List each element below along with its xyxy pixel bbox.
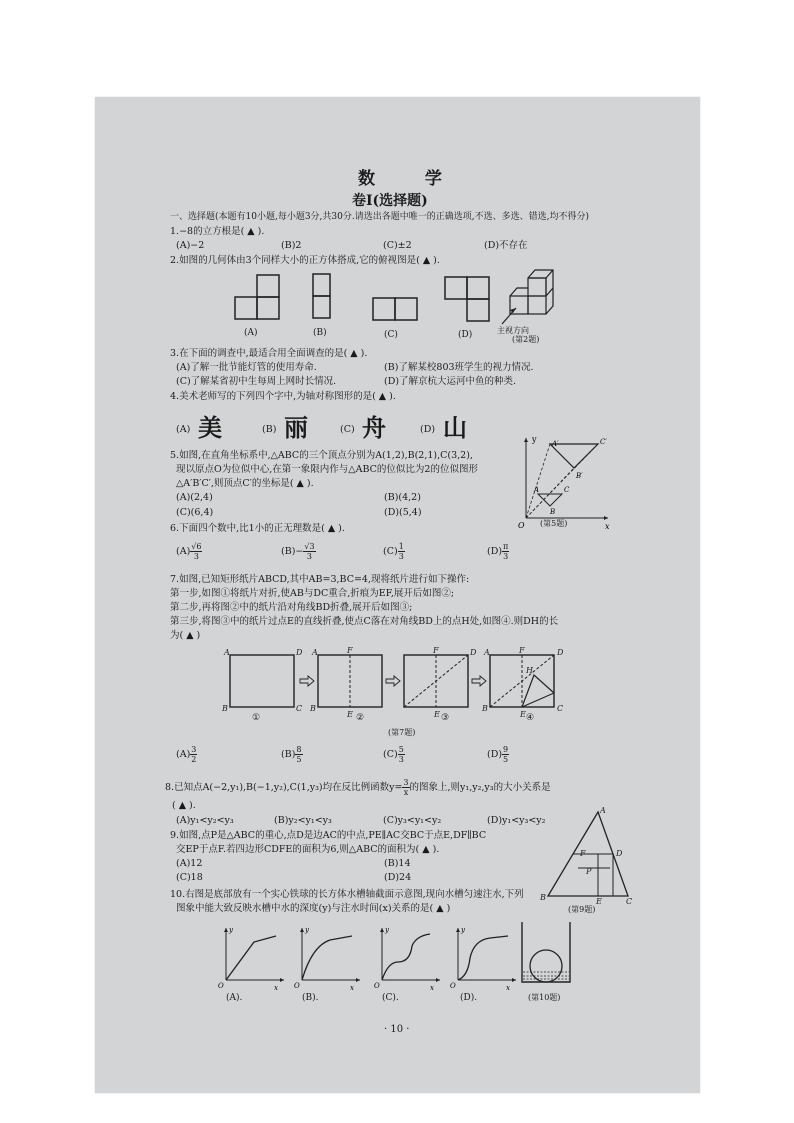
- q4-char-a: 美: [198, 414, 222, 442]
- q6-stem: 6.下面四个数中,比1小的正无理数是( ▲ ).: [170, 523, 345, 534]
- svg-text:E: E: [434, 710, 440, 719]
- page-number: · 10 ·: [384, 1024, 410, 1035]
- q9-line2: 交EP于点F.若四边形CDFE的面积为6,则△ABC的面积为( ▲ ).: [176, 844, 440, 855]
- q3-option-a: (A)了解一批节能灯管的使用寿命.: [176, 362, 317, 373]
- q7-line3: 第二步,再将图②中的纸片沿对角线BD折叠,展开后如图③;: [170, 602, 413, 613]
- svg-text:C: C: [557, 704, 564, 713]
- section-subtitle: 卷Ⅰ(选择题): [352, 193, 428, 209]
- svg-text:x: x: [506, 984, 510, 992]
- svg-text:D: D: [470, 648, 477, 657]
- q9-option-d: (D)24: [384, 872, 412, 883]
- svg-text:B: B: [482, 704, 488, 713]
- q10-graph-c: [370, 924, 442, 994]
- q1-option-d: (D)不存在: [484, 240, 528, 251]
- q5-option-a: (A)(2,4): [176, 492, 213, 503]
- svg-text:y: y: [305, 926, 309, 934]
- q8-stem: 8.已知点A(−2,y₁),B(−1,y₂),C(1,y₃)均在反比例函数y= $\frac{3}{x}$ 的图象上,则y₁,y₂,y₃的大小关系是: [165, 778, 551, 797]
- q7-line1: 7.如图,已知矩形纸片ABCD,其中AB=3,BC=4,现将纸片进行如下操作:: [170, 574, 470, 585]
- q2-label-d: (D): [458, 330, 473, 340]
- q5-caption: (第5题): [540, 519, 568, 528]
- q2-view-direction: 主视方向: [497, 326, 529, 335]
- q7-line4: 第三步,将图③中的纸片过点E的直线折叠,使点C落在对角线BD上的点H处,如图④.则DH的长: [170, 616, 559, 627]
- q7-option-c: (C) $\frac{5}{3}$: [383, 745, 404, 764]
- q10-caption: (第10题): [528, 993, 561, 1002]
- q2-label-a: (A): [244, 328, 258, 338]
- svg-text:A: A: [600, 806, 606, 815]
- q4-char-c: 舟: [362, 414, 386, 442]
- q4-stem: 4.美术老师写的下列四个字中,为轴对称图形的是( ▲ ).: [170, 391, 396, 402]
- q5-label-b1: B′: [576, 472, 583, 480]
- q2-label-c: (C): [384, 330, 398, 340]
- svg-text:O: O: [450, 982, 456, 990]
- q7-line2: 第一步,如图①将纸片对折,使AB与DC重合,折痕为EF,展开后如图②;: [170, 588, 455, 599]
- q5-option-d: (D)(5,4): [384, 507, 422, 518]
- q5-label-a: A: [534, 486, 540, 494]
- svg-text:O: O: [374, 982, 380, 990]
- svg-text:C: C: [296, 704, 303, 713]
- q5-label-c: C: [564, 486, 570, 494]
- q4-option-a: (A): [176, 424, 191, 435]
- svg-text:D: D: [616, 849, 623, 858]
- svg-text:E: E: [347, 710, 353, 719]
- svg-text:B: B: [310, 704, 316, 713]
- q6-option-b: (B)− $\frac{√3}{3}$: [281, 542, 315, 561]
- q10-graph-b: [290, 924, 362, 994]
- q7-option-b: (B) $\frac{8}{5}$: [281, 745, 302, 764]
- q10-graph-d: [446, 924, 518, 994]
- q2-label-b: (B): [313, 328, 327, 338]
- svg-text:y: y: [461, 926, 465, 934]
- q8-line2: ( ▲ ).: [172, 800, 196, 811]
- q10-line1: 10.右图是底部放有一个实心铁球的长方体水槽轴截面示意图,现向水槽匀速注水,下列: [170, 889, 524, 900]
- q8-option-b: (B)y₂<y₁<y₃: [274, 815, 332, 826]
- svg-text:F: F: [580, 849, 586, 858]
- svg-text:P: P: [586, 867, 592, 876]
- q7-caption: (第7题): [388, 728, 416, 737]
- svg-text:y: y: [229, 926, 233, 934]
- q10-option-c: (C).: [382, 993, 399, 1003]
- svg-text:x: x: [350, 984, 354, 992]
- svg-text:A: A: [312, 648, 318, 657]
- q2-figure-c: [372, 297, 420, 322]
- q8-option-d: (D)y₁<y₃<y₂: [487, 815, 546, 826]
- svg-text:E: E: [520, 710, 526, 719]
- q2-caption: (第2题): [512, 335, 540, 344]
- q9-option-b: (B)14: [384, 858, 411, 869]
- q2-figure-d: [444, 276, 492, 324]
- q10-option-d: (D).: [460, 993, 478, 1003]
- q5-line3: △A′B′C′,则顶点C′的坐标是( ▲ ).: [176, 478, 314, 489]
- svg-text:C: C: [626, 897, 633, 906]
- q7-circ-3: ③: [441, 713, 450, 723]
- q9-option-c: (C)18: [176, 872, 203, 883]
- q4-char-b: 丽: [284, 414, 308, 442]
- q9-line1: 9.如图,点P是△ABC的重心,点D是边AC的中点,PE∥AC交BC于点E,DF∥BC: [170, 830, 487, 841]
- svg-text:A: A: [224, 648, 230, 657]
- q4-option-b: (B): [262, 424, 277, 435]
- q10-option-b: (B).: [302, 993, 319, 1003]
- q7-option-d: (D) $\frac{9}{5}$: [487, 745, 509, 764]
- q5-label-y: y: [532, 435, 537, 444]
- q1-option-c: (C)±2: [383, 240, 412, 251]
- q6-option-a: (A) $\frac{√6}{3}$: [176, 542, 202, 561]
- svg-text:E: E: [596, 897, 602, 906]
- q1-stem: 1.−8的立方根是( ▲ ).: [170, 226, 265, 237]
- q3-option-b: (B)了解某校803班学生的视力情况.: [384, 362, 534, 373]
- q5-label-o: O: [518, 521, 525, 530]
- q4-option-d: (D): [420, 424, 436, 435]
- svg-text:O: O: [294, 982, 300, 990]
- q3-stem: 3.在下面的调查中,最适合用全面调查的是( ▲ ).: [170, 348, 368, 359]
- q9-triangle-figure: [540, 806, 633, 906]
- q2-figure-b: [312, 273, 332, 321]
- q3-option-c: (C)了解某省初中生每周上网时长情况.: [176, 376, 337, 387]
- q3-option-d: (D)了解京杭大运河中鱼的种类.: [384, 376, 517, 387]
- q8-option-a: (A)y₁<y₂<y₃: [176, 815, 234, 826]
- svg-text:y: y: [385, 926, 389, 934]
- svg-text:D: D: [557, 648, 564, 657]
- q7-circ-4: ④: [526, 713, 535, 723]
- svg-text:H: H: [526, 666, 533, 675]
- q4-option-c: (C): [340, 424, 355, 435]
- section-header: 一、选择题(本题有10小题,每小题3分,共30分.请选出各题中唯一的正确选项,不选、多选、错选,均不得分): [170, 212, 589, 222]
- q2-figure-a: [234, 274, 282, 322]
- svg-text:D: D: [296, 648, 303, 657]
- svg-text:B: B: [540, 893, 546, 902]
- svg-text:B: B: [222, 704, 228, 713]
- q7-option-a: (A) $\frac{3}{2}$: [176, 745, 197, 764]
- q7-circ-2: ②: [356, 713, 365, 723]
- q2-cube-solid: [498, 266, 560, 324]
- q5-label-a1: A′: [552, 440, 559, 448]
- q10-tank-figure: [518, 920, 574, 986]
- q1-option-b: (B)2: [281, 240, 302, 251]
- q5-option-c: (C)(6,4): [176, 507, 214, 518]
- svg-text:F: F: [347, 646, 353, 655]
- q5-option-b: (B)(4,2): [384, 492, 421, 503]
- q6-option-c: (C) $\frac{1}{3}$: [383, 542, 404, 561]
- q1-option-a: (A)−2: [176, 240, 205, 251]
- q9-option-a: (A)12: [176, 858, 203, 869]
- svg-text:A: A: [484, 648, 490, 657]
- q10-option-a: (A).: [226, 993, 243, 1003]
- q10-graph-a: [214, 924, 286, 994]
- svg-text:O: O: [218, 982, 224, 990]
- svg-text:x: x: [430, 984, 434, 992]
- q5-label-x: x: [605, 522, 610, 531]
- svg-text:F: F: [433, 646, 439, 655]
- q8-option-c: (C)y₃<y₁<y₂: [383, 815, 442, 826]
- svg-text:F: F: [519, 646, 525, 655]
- q9-caption: (第9题): [568, 905, 596, 914]
- q2-stem: 2.如图的几何体由3个同样大小的正方体搭成,它的俯视图是( ▲ ).: [170, 255, 440, 266]
- q5-label-c1: C′: [600, 438, 607, 446]
- q7-line5: 为( ▲ ): [170, 630, 201, 641]
- page-title: 数 学: [358, 169, 464, 189]
- q4-char-d: 山: [443, 414, 467, 442]
- q5-line2: 现以原点O为位似中心,在第一象限内作与△ABC的位似比为2的位似图形: [176, 464, 478, 475]
- q7-circ-1: ①: [252, 713, 261, 723]
- q5-label-b: B: [550, 508, 556, 516]
- svg-text:x: x: [274, 984, 278, 992]
- q5-line1: 5.如图,在直角坐标系中,△ABC的三个顶点分别为A(1,2),B(2,1),C(3,2),: [170, 450, 473, 461]
- q6-option-d: (D) $\frac{\pi}{3}$: [487, 542, 509, 561]
- q10-line2: 图象中能大致反映水槽中水的深度(y)与注水时间(x)关系的是( ▲ ): [176, 903, 451, 914]
